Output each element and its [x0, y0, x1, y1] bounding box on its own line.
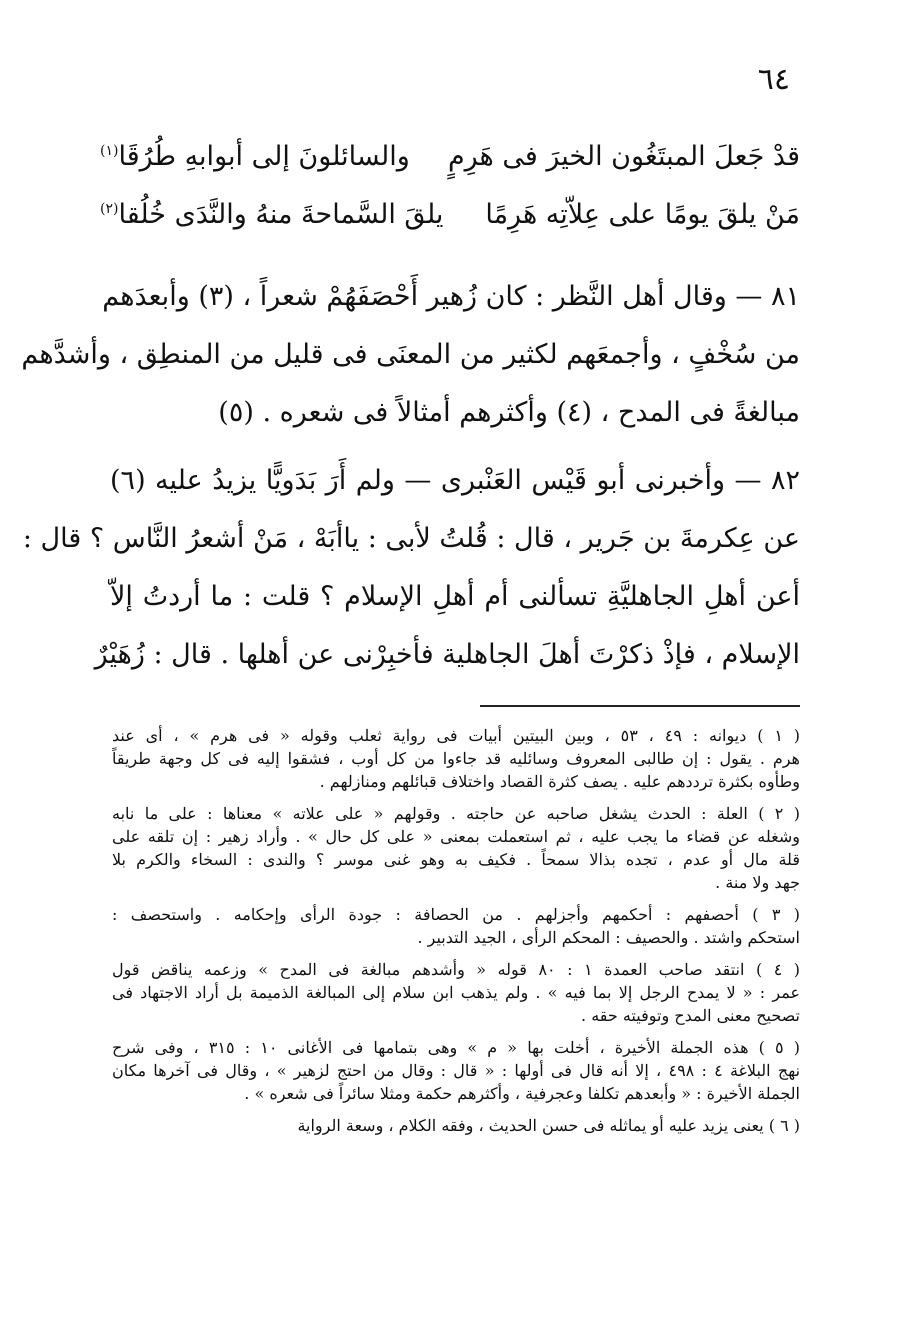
text-line: أعن أهلِ الجاهليَّةِ تسألنى أم أهلِ الإسلام ؟ قلت : ما أردتُ إلاّ	[110, 581, 800, 612]
footnote-gap	[112, 1105, 800, 1114]
footnote-separator	[480, 705, 800, 707]
footnote-line: قلة مال أو عدم ، تجده بذالا سمحاً . فكيف به وهو غنى موسر ؟ والندى : السخاء والكرم بلا	[112, 850, 800, 869]
footnote-gap	[112, 1027, 800, 1036]
footnote-line: عمر : « لا يمدح الرجل إلا بما فيه » . ولم يذهب ابن سلام إلى المبالغة الذميمة بل أراد الاجتهاد فى	[112, 983, 800, 1002]
footnote-reference: (٢)	[100, 201, 119, 217]
footnote-gap	[112, 894, 800, 903]
hemistich-text: يلقَ السَّماحةَ منهُ والنَّدَى خُلُقا	[118, 199, 444, 230]
footnote-line: ( ١ ) ديوانه : ٤٩ ، ٥٣ ، وبين البيتين أبيات فى رواية ثعلب وقوله « فى هرم » ، أى عند	[112, 726, 801, 745]
footnote-line: ( ٢ ) العلة : الحدث يشغل صاحبه عن حاجته . وقولهم « على علاته » معناها : على ما نابه	[112, 804, 800, 823]
footnote-line: ( ٥ ) هذه الجملة الأخيرة ، أخلت بها « م » وهى بتمامها فى الأغانى ١٠ : ٣١٥ ، وفى شرح	[112, 1038, 801, 1057]
footnotes	[112, 724, 800, 1137]
footnote-3	[112, 903, 800, 949]
body-text	[21, 268, 800, 684]
footnote-5	[112, 1036, 800, 1105]
second-hemistich	[100, 186, 443, 244]
footnote-6	[112, 1114, 800, 1137]
footnote-reference: (١)	[100, 143, 119, 159]
hemistich-text: قدْ جَعلَ المبتَغُون الخيرَ فى هَرِمٍ	[447, 141, 800, 172]
text-line: ٨١ — وقال أهل النَّظر : كان زُهير أَحْصَفَهُمْ شعراً ، (٣) وأبعدَهم	[102, 281, 800, 312]
first-hemistich	[485, 186, 800, 244]
footnote-line: ( ٤ ) انتقد صاحب العمدة ١ : ٨٠ قوله « وأشدهم مبالغة فى المدح » وزعمه يناقض قول	[112, 960, 801, 979]
footnote-line: استحكم واشتد . والحصيف : المحكم الرأى ، الجيد التدبير .	[417, 928, 800, 947]
verse-block	[100, 128, 800, 244]
footnote-line: تصحيح معنى المدح وتوفيته حقه .	[581, 1006, 800, 1025]
text-line: الإسلام ، فإذْ ذكرْتَ أهلَ الجاهلية فأخبِرْنى عن أهلها . قال : زُهَيْرٌ	[94, 639, 800, 670]
paragraph-gap	[110, 442, 800, 452]
text-line: ٨٢ — وأخبرنى أبو قَيْس العَنْبرى — ولم أَرَ بَدَويًّا يزيدُ عليه (٦)	[110, 465, 800, 496]
paragraph-82	[22, 452, 800, 684]
footnote-line: جهد ولا منة .	[715, 873, 800, 892]
footnote-2	[112, 802, 800, 894]
footnote-line: ( ٦ ) يعنى يزيد عليه أو يماثله فى حسن الحديث ، وفقه الكلام ، وسعة الرواية	[297, 1116, 800, 1135]
footnote-line: وشغله عن قضاء ما يجب عليه ، ثم استعملت بمعنى « على كل حال » . وأراد زهير : إن تلقه على	[112, 827, 800, 846]
verse-line	[100, 186, 800, 244]
footnote-gap	[112, 949, 800, 958]
footnote-line: وطأوه بكثرة ترددهم عليه . يصف كثرة القصاد واختلاف قبائلهم ومنازلهم .	[319, 772, 800, 791]
footnote-line: ( ٣ ) أحصفهم : أحكمهم وأجزلهم . من الحصافة : جودة الرأى وإحكامه . واستحصف :	[112, 905, 801, 924]
page-number: ٦٤	[757, 62, 790, 97]
footnote-line: هرم . يقول : إن طالبى المعروف وسائليه قد جاءوا من كل أوب ، فشقوا إليه فى كل وجهة طريقاً	[112, 749, 800, 768]
footnote-4	[112, 958, 800, 1027]
text-line: مبالغةً فى المدح ، (٤) وأكثرهم أمثالاً فى شعره . (٥)	[218, 397, 800, 428]
verse-line	[100, 128, 800, 186]
first-hemistich	[448, 128, 800, 186]
text-line: عن عِكرمةَ بن جَرير ، قال : قُلتُ لأبى : ياأبَهْ ، مَنْ أشعرُ النَّاس ؟ قال :	[22, 523, 800, 554]
footnote-line: نهج البلاغة ٤ : ٤٩٨ ، إلا أنه قال فى أولها : « قال : وقال من احتج لزهير » ، وقال فى آخرها مكان	[112, 1061, 801, 1080]
footnote-line: الجملة الأخيرة : « وأبعدهم تكلفا وعجرفية ، وأكثرهم حكمة ومثلا سائراً فى شعره » .	[244, 1084, 800, 1103]
footnote-gap	[112, 793, 800, 802]
second-hemistich	[100, 128, 410, 186]
footnote-1	[112, 724, 800, 793]
text-line: من سُخْفٍ ، وأجمعَهم لكثير من المعنَى فى قليل من المنطِق ، وأشدَّهم	[21, 339, 800, 370]
paragraph-81	[21, 268, 800, 442]
hemistich-text: والسائلونَ إلى أبوابهِ طُرُقَا	[118, 141, 410, 172]
hemistich-text: مَنْ يلقَ يومًا على عِلاّتِه هَرِمًا	[485, 199, 800, 230]
